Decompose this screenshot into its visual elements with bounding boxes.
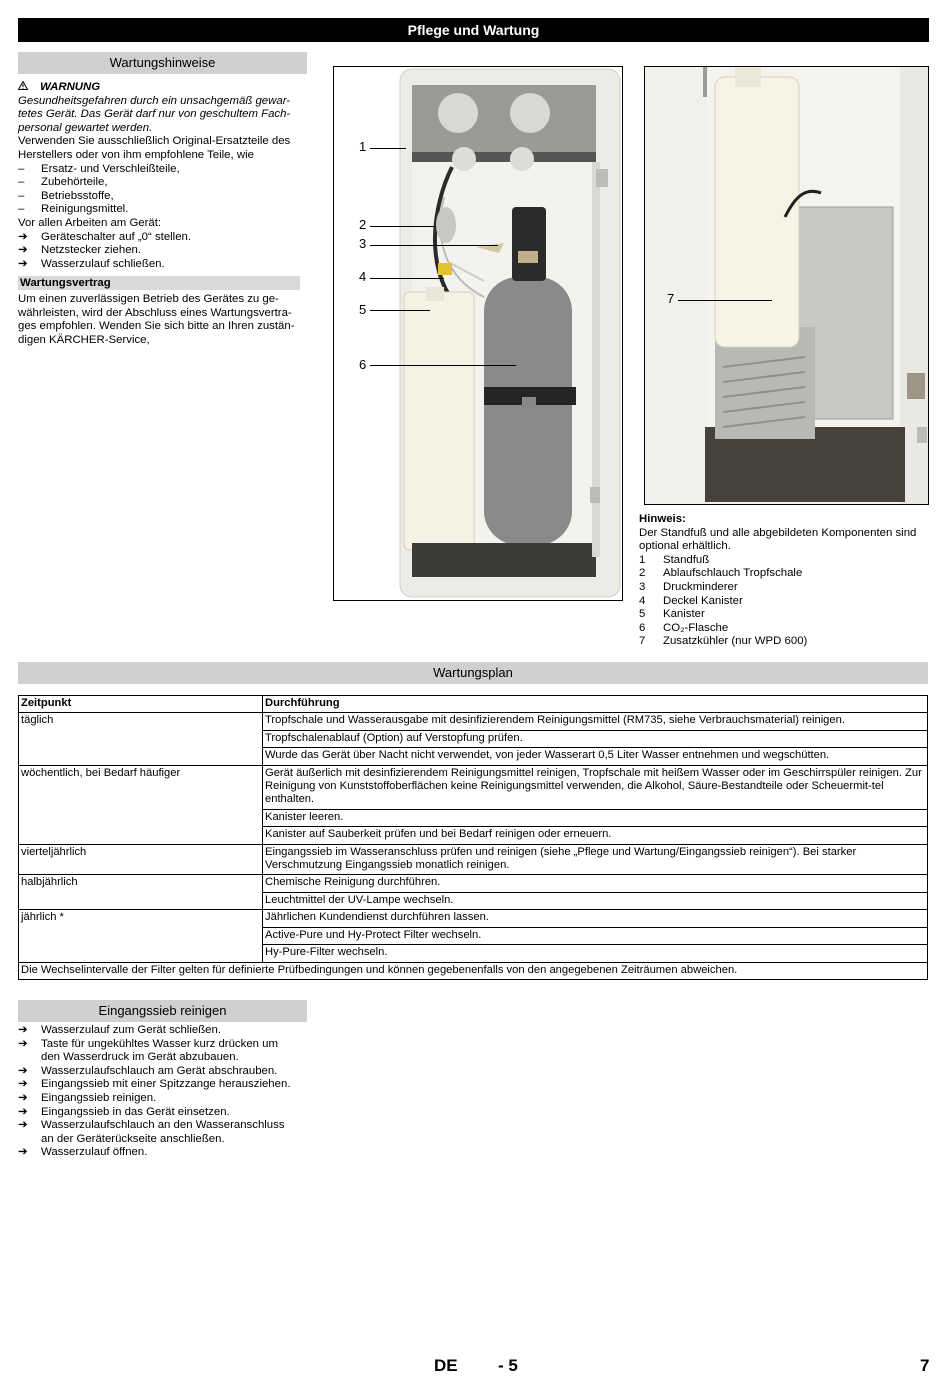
callout-leader-line [370, 226, 436, 227]
callout-leader-line [370, 365, 516, 366]
action-cell: Wurde das Gerät über Nacht nicht verwendet, von jeder Wasserart 0,5 Liter Wasser entnehmen und wegschütten. [263, 748, 928, 765]
action-cell: Kanister leeren. [263, 809, 928, 826]
table-footnote: Die Wechselintervalle der Filter gelten für definierte Prüfbedingungen und können gegebenenfalls von den angegebenen Zeiträumen abweichen. [19, 962, 928, 979]
footer-subpage: - 5 [498, 1356, 518, 1375]
footer-language: DE [434, 1356, 458, 1375]
time-cell: täglich [19, 713, 263, 765]
figure-right [644, 66, 929, 505]
arrow-icon: ➔ [18, 1024, 28, 1036]
step-item: ➔ Geräteschalter auf „0“ stellen. [18, 230, 192, 243]
list-item: – Reinigungsmittel. [18, 203, 129, 216]
table-row [19, 910, 928, 927]
action-cell: Tropfschale und Wasserausgabe mit desinfizierendem Reinigungsmittel (RM735, siehe Verbrauchsmaterial) reinigen. [263, 713, 928, 730]
warning-icon [18, 81, 30, 95]
table-row [19, 875, 928, 892]
maintenance-table [18, 695, 928, 980]
warning-text-line: Gesundheitsgefahren durch ein unsachgemäß gewar- [18, 94, 291, 107]
callout-leader-line [678, 300, 772, 301]
step-item: ➔ Eingangssieb in das Gerät einsetzen. [18, 1105, 230, 1118]
callout-leader-line [370, 148, 406, 149]
arrow-icon: ➔ [18, 1146, 28, 1159]
before-work-text: Vor allen Arbeiten am Gerät: [18, 216, 162, 229]
action-cell: Chemische Reinigung durchführen. [263, 875, 928, 892]
intro-line: Verwenden Sie ausschließlich Original-Ersatzteile des [18, 135, 291, 148]
callout-number: 7 [667, 291, 675, 306]
note-label: Hinweis: [639, 513, 686, 525]
column-header-time: Zeitpunkt [19, 696, 263, 713]
legend-item: 1 Standfuß [639, 553, 710, 566]
list-item: – Zubehörteile, [18, 176, 108, 189]
footer-page-number: 7 [920, 1356, 930, 1375]
time-cell: jährlich * [19, 910, 263, 962]
cooler-illustration [645, 67, 928, 504]
arrow-icon: ➔ [18, 1105, 28, 1118]
action-cell: Gerät äußerlich mit desinfizierendem Reinigungsmittel reinigen, Tropfschale mit heißem Wasser oder im Geschirrspüler reinigen. Zur Reinigung von Kunststoffoberflächen keine Reinigungsmittel verwenden, die Alkohol, Säure-Bestandteile oder Scheuermit-tel enthalten. [263, 765, 928, 809]
table-footnote-row [19, 962, 928, 979]
cabinet-illustration [334, 67, 622, 600]
callout-leader-line [370, 310, 430, 311]
time-cell: halbjährlich [19, 875, 263, 910]
step-item: ➔ Netzstecker ziehen. [18, 244, 142, 257]
table-row [19, 844, 928, 875]
sieve-steps [18, 1024, 308, 1160]
maintenance-notes [18, 81, 308, 271]
time-cell: wöchentlich, bei Bedarf häufiger [19, 765, 263, 844]
callout-leader-line [370, 278, 444, 279]
warning-text-line: personal gewartet werden. [18, 121, 153, 134]
step-item: ➔ Wasserzulauf zum Gerät schließen. [18, 1024, 221, 1036]
legend-item: 2 Ablaufschlauch Tropfschale [639, 567, 803, 580]
action-cell: Leuchtmittel der UV-Lampe wechseln. [263, 892, 928, 909]
maintenance-notes-heading: Wartungshinweise [18, 52, 307, 74]
arrow-icon: ➔ [18, 257, 28, 270]
figure-left [333, 66, 623, 601]
sieve-heading: Eingangssieb reinigen [18, 1000, 307, 1022]
figure-legend [639, 513, 939, 649]
list-item: – Betriebsstoffe, [18, 189, 114, 202]
arrow-icon: ➔ [18, 1078, 28, 1091]
list-item: – Ersatz- und Verschleißteile, [18, 162, 180, 175]
callout-number: 5 [359, 302, 367, 317]
callout-leader-line [370, 245, 498, 246]
arrow-icon: ➔ [18, 230, 28, 243]
note-line: Der Standfuß und alle abgebildeten Komponenten sind [639, 526, 917, 539]
step-item: ➔ Taste für ungekühltes Wasser kurz drücken um den Wasserdruck im Gerät abzubauen. [18, 1037, 278, 1064]
legend-item: 6 CO₂-Flasche [639, 621, 729, 634]
callout-number: 3 [359, 236, 367, 251]
callout-number: 4 [359, 269, 367, 284]
legend-item: 5 Kanister [639, 608, 705, 621]
warning-text-line: tetes Gerät. Das Gerät darf nur von geschultem Fach- [18, 108, 291, 121]
table-row [19, 765, 928, 809]
legend-item: 7 Zusatzkühler (nur WPD 600) [639, 635, 808, 648]
contract-heading: Wartungsvertrag [18, 276, 300, 290]
action-cell: Jährlichen Kundendienst durchführen lassen. [263, 910, 928, 927]
step-item: ➔ Eingangssieb mit einer Spitzzange herausziehen. [18, 1078, 291, 1091]
contract-text: Um einen zuverlässigen Betrieb des Gerätes zu ge- währleisten, wird der Abschluss eines Wartungsvertra- ges empfohlen. Wenden Sie sich bitte an Ihren zustän- digen KÄRCHER-Service, [18, 293, 295, 346]
callout-number: 1 [359, 139, 367, 154]
step-item: ➔ Wasserzulaufschlauch an den Wasseranschluss an der Geräterückseite anschließen. [18, 1119, 285, 1145]
callout-number: 2 [359, 217, 367, 232]
table-row [19, 713, 928, 730]
arrow-icon: ➔ [18, 1037, 28, 1050]
action-cell: Hy-Pure-Filter wechseln. [263, 945, 928, 962]
arrow-icon: ➔ [18, 244, 28, 257]
warning-title: WARNUNG [18, 81, 308, 95]
step-item: ➔ Wasserzulauf schließen. [18, 257, 165, 270]
time-cell: vierteljährlich [19, 844, 263, 875]
intro-line: Herstellers oder von ihm empfohlene Teile, wie [18, 148, 254, 161]
step-item: ➔ Wasserzulaufschlauch am Gerät abschrauben. [18, 1064, 278, 1077]
legend-item: 3 Druckminderer [639, 580, 738, 593]
column-header-action: Durchführung [263, 696, 928, 713]
page-title: Pflege und Wartung [18, 18, 929, 42]
step-item: ➔ Eingangssieb reinigen. [18, 1091, 157, 1104]
step-item: ➔ Wasserzulauf öffnen. [18, 1146, 148, 1159]
action-cell: Eingangssieb im Wasseranschluss prüfen und reinigen (siehe „Pflege und Wartung/Eingangssieb reinigen“). Bei starker Verschmutzung Eingangssieb monatlich reinigen. [263, 844, 928, 875]
arrow-icon: ➔ [18, 1091, 28, 1104]
action-cell: Active-Pure und Hy-Protect Filter wechseln. [263, 927, 928, 944]
table-header-row [19, 696, 928, 713]
legend-item: 4 Deckel Kanister [639, 594, 743, 607]
action-cell: Tropfschalenablauf (Option) auf Verstopfung prüfen. [263, 730, 928, 747]
action-cell: Kanister auf Sauberkeit prüfen und bei Bedarf reinigen oder erneuern. [263, 827, 928, 844]
note-line: optional erhältlich. [639, 540, 731, 553]
callout-number: 6 [359, 357, 367, 372]
plan-heading: Wartungsplan [18, 662, 928, 684]
arrow-icon: ➔ [18, 1119, 28, 1132]
arrow-icon: ➔ [18, 1064, 28, 1077]
